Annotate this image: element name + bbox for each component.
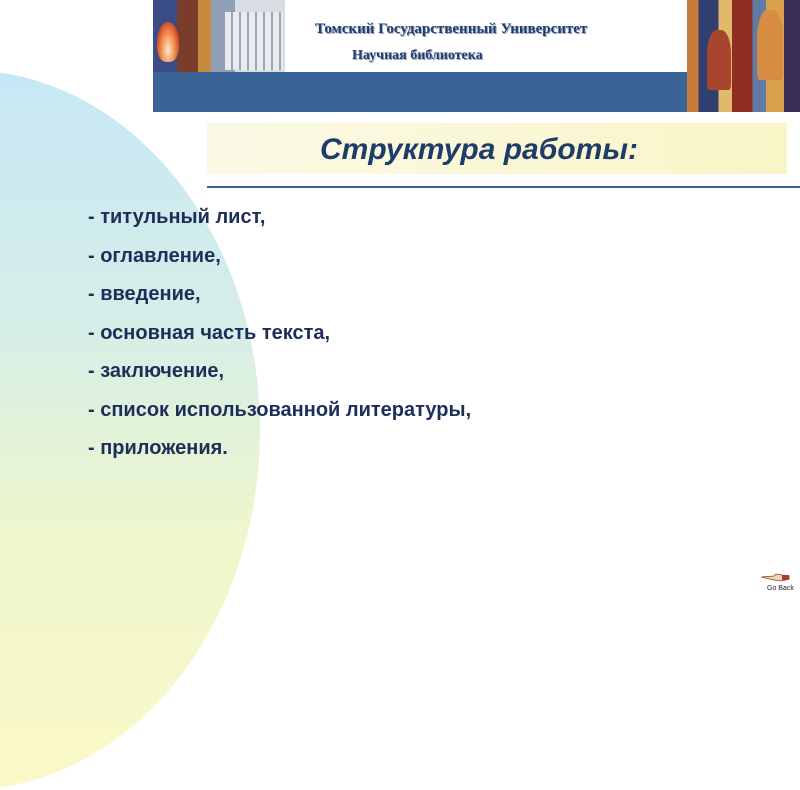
list-item: - приложения. [88, 437, 228, 459]
university-name: Томский Государственный Университет [315, 21, 588, 37]
list-item: - оглавление, [88, 244, 221, 267]
list-item: - основная часть текста, [88, 321, 331, 344]
slide-title: Структура работы: [320, 133, 638, 166]
figure-icon [707, 30, 731, 90]
header-fresco-image-right [687, 0, 800, 112]
structure-list [88, 198, 471, 468]
header-fresco-image-left [153, 0, 285, 72]
flame-icon [157, 22, 179, 62]
list-item: - заключение, [88, 360, 225, 382]
building-icon [225, 12, 283, 70]
go-back-button[interactable] [760, 570, 798, 596]
list-item: - введение, [88, 283, 201, 305]
pointing-hand-icon [760, 573, 790, 582]
header-banner [153, 0, 800, 112]
list-item: - список использованной литературы, [88, 398, 472, 421]
title-divider [207, 186, 800, 188]
header-blue-bar [153, 72, 687, 112]
figure-icon [757, 10, 783, 80]
go-back-label: Go Back [767, 585, 794, 592]
list-item: - титульный лист, [88, 206, 266, 228]
header-title-box [285, 0, 687, 72]
library-name: Научная библиотека [352, 48, 483, 63]
